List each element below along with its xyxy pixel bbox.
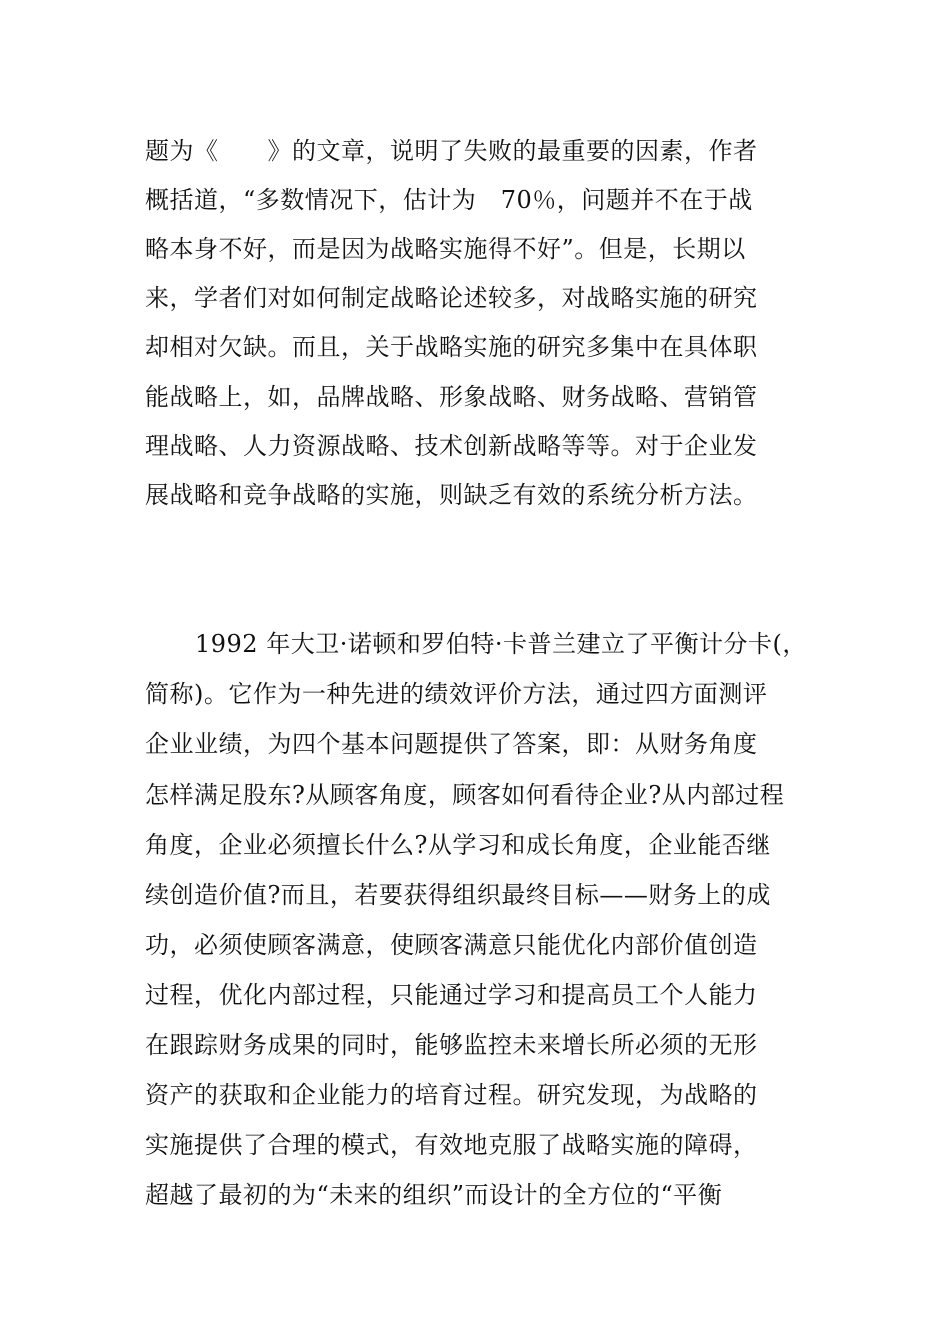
- paragraph-2-line-4: 怎样满足股东?从顾客角度，顾客如何看待企业?从内部过程: [145, 781, 785, 809]
- paragraph-2-line-9: 在跟踪财务成果的同时，能够监控未来增长所必须的无形: [145, 1031, 758, 1059]
- paragraph-2-line-11: 实施提供了合理的模式，有效地克服了战略实施的障碍，: [145, 1131, 758, 1159]
- paragraph-1-line-3: 略本身不好，而是因为战略实施得不好”。但是，长期以: [145, 235, 746, 263]
- paragraph-1-line-6: 能战略上，如，品牌战略、形象战略、财务战略、营销管: [145, 383, 758, 411]
- paragraph-1-line-5: 却相对欠缺。而且，关于战略实施的研究多集中在具体职: [145, 333, 758, 361]
- paragraph-1-line-7: 理战略、人力资源战略、技术创新战略等等。对于企业发: [145, 432, 758, 460]
- paragraph-2-line-7: 功，必须使顾客满意，使顾客满意只能优化内部价值创造: [145, 931, 758, 959]
- paragraph-2-line-12: 超越了最初的为“未来的组织”而设计的全方位的“平衡: [145, 1181, 723, 1209]
- paragraph-2-line-2: 简称)。它作为一种先进的绩效评价方法，通过四方面测评: [145, 680, 768, 708]
- paragraph-2-line-5: 角度，企业必须擅长什么?从学习和成长角度，企业能否继: [145, 831, 771, 859]
- paragraph-2-line-1: 1992 年大卫·诺顿和罗伯特·卡普兰建立了平衡计分卡(，: [195, 630, 807, 658]
- paragraph-1-line-2: 概括道，“多数情况下，估计为 70％，问题并不在于战: [145, 186, 753, 214]
- paragraph-2-line-10: 资产的获取和企业能力的培育过程。研究发现，为战略的: [145, 1081, 758, 1109]
- paragraph-1-line-4: 来，学者们对如何制定战略论述较多，对战略实施的研究: [145, 284, 758, 312]
- paragraph-1-line-8: 展战略和竞争战略的实施，则缺乏有效的系统分析方法。: [145, 481, 758, 509]
- paragraph-2-line-8: 过程，优化内部过程，只能通过学习和提高员工个人能力: [145, 981, 758, 1009]
- paragraph-1-line-1: 题为《 》的文章，说明了失败的最重要的因素，作者: [145, 137, 758, 165]
- paragraph-2-line-3: 企业业绩，为四个基本问题提供了答案，即：从财务角度: [145, 730, 758, 758]
- paragraph-2-line-6: 续创造价值?而且，若要获得组织最终目标——财务上的成: [145, 881, 771, 909]
